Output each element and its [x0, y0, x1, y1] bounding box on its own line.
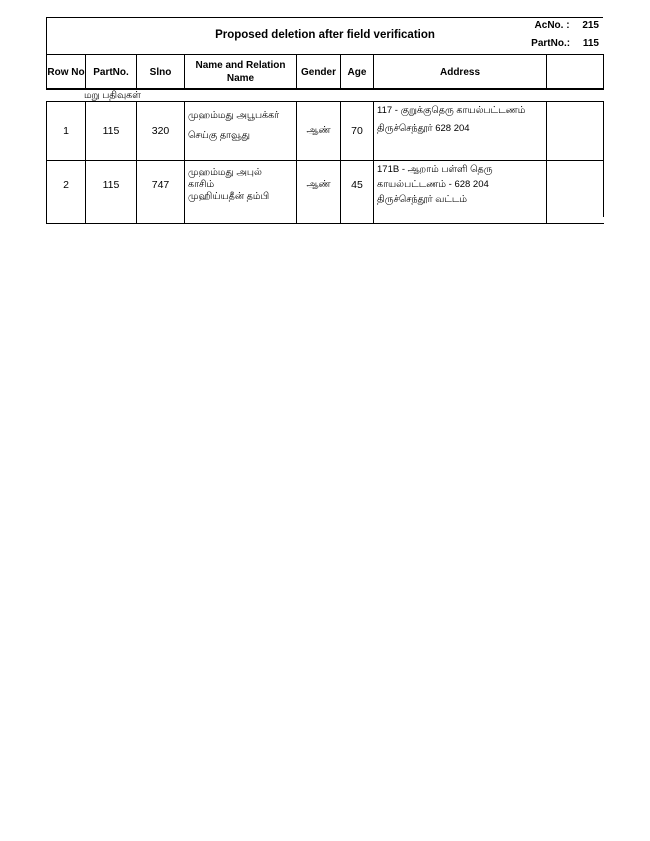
- table-row: [46, 102, 604, 160]
- acno-label: AcNo. :: [534, 20, 570, 31]
- partno-field: [531, 38, 599, 49]
- age-cell: 45: [340, 161, 373, 223]
- partno-cell: 115: [85, 161, 136, 223]
- column-header-row: [46, 54, 604, 90]
- row-no-cell: 2: [46, 161, 85, 223]
- relation-name: செய்கு தாவூது: [188, 130, 250, 141]
- col-address: Address: [373, 55, 546, 89]
- voter-name: முஹம்மது அபுல் காசிம்: [188, 167, 262, 190]
- right-border: [603, 161, 604, 217]
- acno-field: [535, 20, 599, 31]
- age-cell: 70: [340, 102, 373, 160]
- gender-cell: ஆண்: [296, 161, 340, 223]
- address-line: காயல்பட்டணம் - 628 204: [377, 179, 489, 190]
- table-row: [46, 161, 604, 223]
- slno-cell: 747: [136, 161, 184, 223]
- slno-cell: 320: [136, 102, 184, 160]
- col-partno: PartNo.: [85, 55, 136, 89]
- acno-value: 215: [582, 20, 599, 31]
- col-blank: [546, 55, 604, 89]
- voter-name: முஹம்மது அபூபக்கர்: [188, 110, 280, 121]
- name-cell: [184, 161, 296, 223]
- col-slno: Slno: [136, 55, 184, 89]
- gender-cell: ஆண்: [296, 102, 340, 160]
- address-line: திருச்செந்தூர் வட்டம்: [377, 194, 468, 205]
- relation-name: முஹிய்யதீன் தம்பி: [188, 191, 270, 202]
- deletion-list-table: [46, 17, 604, 225]
- row-no-cell: 1: [46, 102, 85, 160]
- name-cell: [184, 102, 296, 160]
- blank-cell: [546, 102, 604, 160]
- col-age: Age: [340, 55, 373, 89]
- partno-cell: 115: [85, 102, 136, 160]
- col-gender: Gender: [296, 55, 340, 89]
- blank-cell: [546, 161, 603, 223]
- partno-value: 115: [582, 38, 599, 49]
- address-line: 117 - குறுக்குதெரு காயல்பட்டணம்: [377, 105, 526, 116]
- table-bottom-border: [46, 223, 604, 224]
- address-cell: [373, 161, 546, 223]
- address-cell: [373, 102, 546, 160]
- address-line: 171B - ஆறாம் பள்ளி தெரு: [377, 164, 493, 175]
- page-title: Proposed deletion after field verification: [215, 29, 435, 41]
- table-header-box: [46, 17, 603, 55]
- section-divider: [46, 88, 604, 89]
- section-label: மறு பதிவுகள்: [84, 90, 141, 101]
- address-line: திருச்செந்தூர் 628 204: [377, 123, 470, 134]
- col-row-no: Row No: [46, 55, 85, 89]
- col-name: Name and Relation Name: [184, 55, 296, 89]
- partno-label: PartNo.:: [531, 38, 571, 49]
